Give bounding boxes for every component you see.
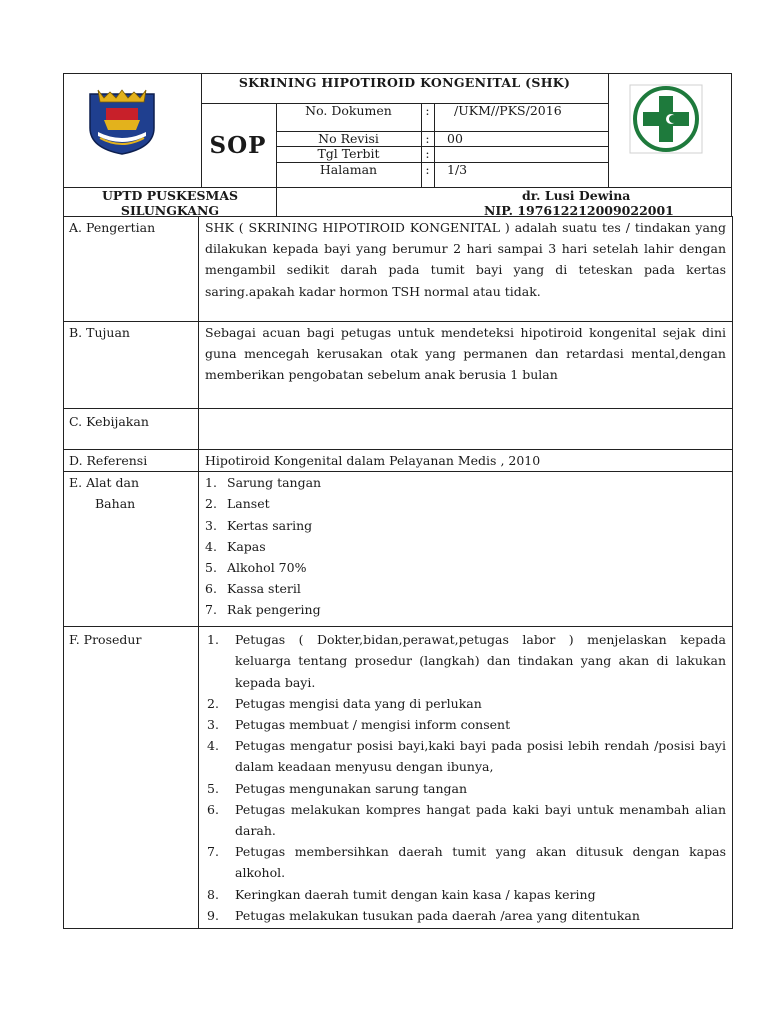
list-item: 5. Petugas mengunakan sarung tangan (207, 780, 468, 796)
procedure-list-cell (199, 627, 733, 929)
field-label-halaman: Halaman (319, 162, 378, 177)
sop-document (63, 73, 732, 929)
row-kebijakan (64, 409, 733, 450)
row-tujuan (64, 322, 733, 409)
field-sep: : (425, 162, 430, 177)
equipment-list-cell (199, 472, 733, 627)
section-label: E. Alat dan Bahan (64, 472, 199, 627)
list-item: 4. Petugas mengatur posisi bayi,kaki bayi pada posisi lebih rendah /posisi bayi dalam keadaan menyusu dengan ibunya, (207, 738, 726, 775)
row-referensi (64, 450, 733, 472)
list-item: 6. Kassa steril (205, 581, 301, 597)
section-text: SHK ( SKRINING HIPOTIROID KONGENITAL ) adalah suatu tes / tindakan yang dilakukan kepada bayi yang berumur 2 hari sampai 3 hari setelah lahir dengan mengambil sedikit darah pada tumit bayi yang di teteskan pada kertas saring.apakah kadar hormon TSH normal atau tidak. (199, 217, 733, 322)
field-label-no-revisi: No Revisi (318, 131, 379, 146)
signatory-nip: NIP. 197612212009022001 (484, 203, 674, 218)
section-text: Sebagai acuan bagi petugas untuk mendeteksi hipotiroid kongenital sejak dini guna mencegah kerusakan otak yang permanen dan retardasi mental,dengan memberikan pengobatan sebelum anak berusia 1 bulan (199, 322, 733, 409)
list-item: 3. Petugas membuat / mengisi inform consent (207, 717, 511, 733)
section-text (199, 409, 733, 450)
field-sep: : (425, 131, 430, 146)
equipment-list (205, 472, 726, 620)
list-item: 1. Sarung tangan (205, 475, 322, 491)
field-value-halaman: 1/3 (447, 162, 468, 177)
field-sep: : (425, 103, 430, 118)
list-item: 8. Keringkan daerah tumit dengan kain kasa / kapas kering (207, 886, 596, 902)
field-sep: : (425, 146, 430, 161)
puskesmas-logo (629, 84, 703, 154)
list-item: 7. Petugas membersihkan daerah tumit yang akan ditusuk dengan kapas alkohol. (207, 844, 726, 881)
sop-content-table (63, 216, 733, 929)
regional-emblem-logo (86, 88, 158, 156)
section-label: C. Kebijakan (64, 409, 199, 450)
list-item: 2. Petugas mengisi data yang di perlukan (207, 695, 482, 711)
list-item: 9. Petugas melakukan tusukan pada daerah /area yang ditentukan (207, 907, 640, 923)
document-header (63, 73, 732, 216)
signatory (484, 188, 732, 218)
field-label-tgl-terbit: Tgl Terbit (317, 146, 380, 161)
sop-title: SKRINING HIPOTIROID KONGENITAL (SHK) (238, 75, 571, 90)
list-item: 6. Petugas melakukan kompres hangat pada kaki bayi untuk menambah alian darah. (207, 801, 726, 839)
procedure-list (205, 629, 726, 926)
list-item: 2. Lanset (205, 496, 270, 512)
list-item: 1. Petugas ( Dokter,bidan,perawat,petugas labor ) menjelaskan kepada keluarga tentang prosedur (langkah) dan tindakan yang akan di lakukan kepada bayi. (207, 632, 726, 690)
row-pengertian (64, 217, 733, 322)
section-label: B. Tujuan (64, 322, 199, 409)
sop-label: SOP (209, 132, 267, 159)
section-label: A. Pengertian (64, 217, 199, 322)
organization-name: UPTD PUSKESMAS SILUNGKANG (101, 188, 239, 218)
field-value-no-revisi: 00 (447, 131, 463, 146)
list-item: 4. Kapas (205, 538, 266, 554)
section-text: Hipotiroid Kongenital dalam Pelayanan Medis , 2010 (199, 450, 733, 472)
field-value-no-dokumen: /UKM//PKS/2016 (454, 103, 562, 118)
row-prosedur (64, 627, 733, 929)
field-label-no-dokumen: No. Dokumen (305, 103, 392, 118)
list-item: 5. Alkohol 70% (205, 560, 307, 576)
section-label: D. Referensi (64, 450, 199, 472)
section-label: F. Prosedur (64, 627, 199, 929)
signatory-name: dr. Lusi Dewina (522, 188, 631, 203)
list-item: 7. Rak pengering (205, 602, 321, 618)
row-alat-bahan (64, 472, 733, 627)
list-item: 3. Kertas saring (205, 517, 313, 533)
